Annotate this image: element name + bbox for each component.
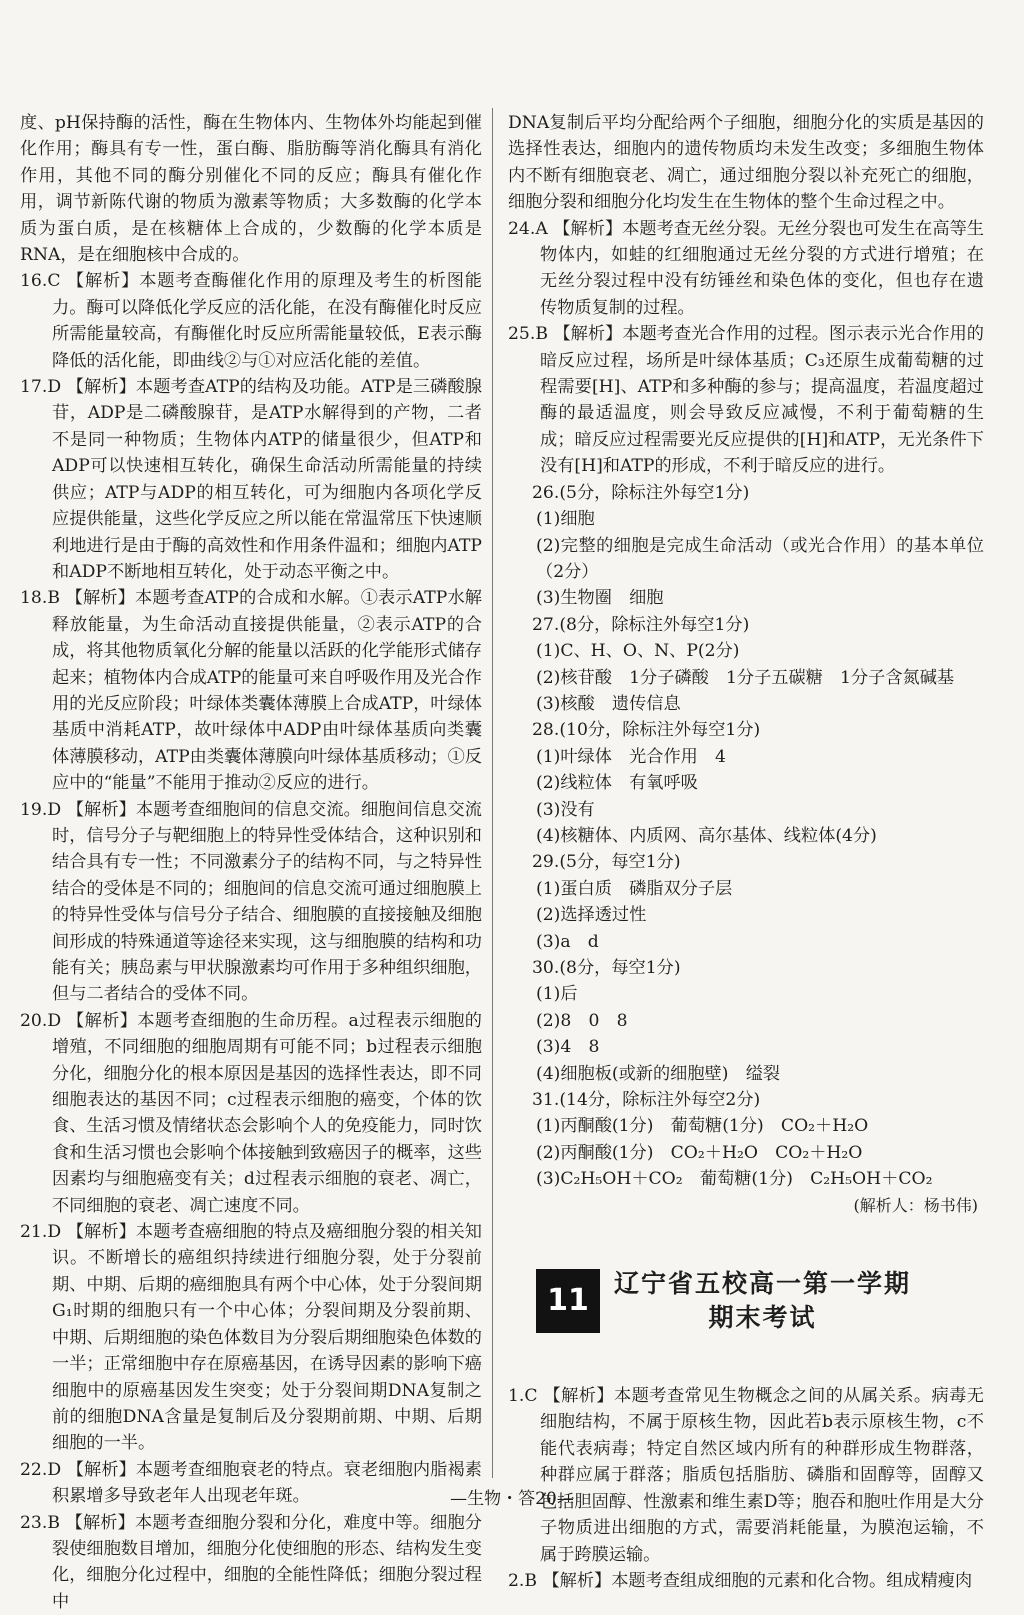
answer-item: 2.B 【解析】本题考查组成细胞的元素和化合物。组成精瘦肉: [508, 1570, 973, 1591]
question-header: 31.(14分，除标注外每空2分): [532, 1090, 761, 1111]
analyst-credit: (解析人：杨书伟): [853, 1195, 978, 1215]
continued-text: DNA复制后平均分配给两个子细胞，细胞分化的实质是基因的选择性表达，细胞内的遗传物质均未发生改变；多细胞生物体内不断有细胞衰老、凋亡，通过细胞分裂以补充死亡的细胞，细胞分裂和细胞分化均发生在生物体的整个生命过程之中。: [508, 113, 984, 213]
right-column: [508, 110, 984, 1594]
answer-item: 19.D 【解析】本题考查细胞间的信息交流。细胞间信息交流时，信号分子与靶细胞上的特异性受体结合，这种识别和结合具有专一性；不同激素分子的结构不同，与之特异性结合的受体是不同的；细胞间的信息交流可通过细胞膜上的特异性受体与信号分子结合、细胞膜的直接接触及细胞间形成的特殊通道等途径来实现，这与细胞膜的结构和功能有关；胰岛素与甲状腺激素均可作用于多种组织细胞，但与二者结合的受体不同。: [20, 799, 482, 1005]
answer-line: (1)丙酮酸(1分) 葡萄糖(1分) CO₂＋H₂O: [536, 1116, 869, 1137]
answer-item: 23.B 【解析】本题考查细胞分裂和分化，难度中等。细胞分裂使细胞数目增加，细胞分化使细胞的形态、结构发生变化，细胞分化过程中，细胞的全能性降低；细胞分裂过程中: [20, 1512, 482, 1612]
answer-item: 22.D 【解析】本题考查细胞衰老的特点。衰老细胞内脂褐素积累增多导致老年人出现老年斑。: [20, 1459, 482, 1507]
question-header: 30.(8分，每空1分): [532, 958, 681, 978]
answer-line: (3)4 8: [536, 1037, 600, 1058]
right-column-answers: [508, 110, 984, 1219]
section-title-line2: 期末考试: [708, 1303, 817, 1333]
continued-text: 度、pH保持酶的活性，酶在生物体内、生物体外均能起到催化作用；酶具有专一性，蛋白酶、脂肪酶等消化酶具有消化作用，其他不同的酶分别催化不同的反应；酶具有催化作用，调节新陈代谢的物质为激素等物质；大多数酶的化学本质为蛋白质，是在核糖体上合成的，少数酶的化学本质是RNA，是在细胞核中合成的。: [20, 113, 482, 266]
column-divider: [492, 108, 493, 1478]
answer-item: 16.C 【解析】本题考查酶催化作用的原理及考生的析图能力。酶可以降低化学反应的活化能，在没有酶催化时反应所需能量较高，有酶催化时反应所需能量较低，E表示酶降低的活化能，即曲线②与①对应活化能的差值。: [20, 271, 482, 371]
question-header: 27.(8分，除标注外每空1分): [532, 614, 750, 635]
answer-line: (3)a d: [536, 931, 599, 952]
answer-line: (1)细胞: [536, 509, 595, 530]
answer-line: (2)线粒体 有氧呼吸: [536, 773, 698, 794]
answer-item: 24.A 【解析】本题考查无丝分裂。无丝分裂也可发生在高等生物体内，如蛙的红细胞通过无丝分裂的方式进行增殖；在无丝分裂过程中没有纺锤丝和染色体的变化，但也存在遗传物质复制的过程。: [508, 218, 984, 318]
answer-item: 25.B 【解析】本题考查光合作用的过程。图示表示光合作用的暗反应过程，场所是叶绿体基质；C₃还原生成葡萄糖的过程需要[H]、ATP和多种酶的参与；提高温度，若温度超过酶的最适温度，则会导致反应减慢，不利于葡萄糖的生成；暗反应过程需要光反应提供的[H]和ATP，无光条件下没有[H]和ATP的形成，不利于暗反应的进行。: [508, 324, 984, 477]
answer-line: (2)8 0 8: [536, 1010, 628, 1031]
answer-line: (4)核糖体、内质网、高尔基体、线粒体(4分): [536, 825, 877, 846]
question-header: 26.(5分，除标注外每空1分): [532, 482, 750, 503]
answer-item: 18.B 【解析】本题考查ATP的合成和水解。①表示ATP水解释放能量，为生命活动直接提供能量，②表示ATP的合成，将其他物质氧化分解的能量以活跃的化学能形式储存起来；植物体内合成ATP的能量可来自呼吸作用及光合作用的光反应阶段；叶绿体类囊体薄膜上合成ATP，叶绿体基质中消耗ATP，故叶绿体中ADP由叶绿体基质向类囊体薄膜移动，ATP由类囊体薄膜向叶绿体基质移动；①反应中的“能量”不能用于推动②反应的进行。: [20, 588, 482, 794]
answer-line: (3)核酸 遗传信息: [536, 693, 681, 714]
answer-line: (3)C₂H₅OH＋CO₂ 葡萄糖(1分) C₂H₅OH＋CO₂: [536, 1169, 933, 1190]
answer-item: 20.D 【解析】本题考查细胞的生命历程。a过程表示细胞的增殖，不同细胞的细胞周期有可能不同；b过程表示细胞分化，细胞分化的根本原因是基因的选择性表达，即不同细胞表达的基因不同；c过程表示细胞的癌变，个体的饮食、生活习惯及情绪状态会影响个人的免疫能力，同时饮食和生活习惯也会影响个体接触到致癌因子的概率，这些因素均与细胞癌变有关；d过程表示细胞的衰老、凋亡，不同细胞的衰老、凋亡速度不同。: [20, 1010, 482, 1216]
answer-line: (1)蛋白质 磷脂双分子层: [536, 878, 733, 899]
answer-line: (1)C、H、O、N、P(2分): [536, 641, 740, 662]
answer-line: (3)没有: [536, 799, 595, 820]
answer-item: 21.D 【解析】本题考查癌细胞的特点及癌细胞分裂的相关知识。不断增长的癌组织持续进行细胞分裂，处于分裂前期、中期、后期的癌细胞具有两个中心体，处于分裂间期G₁时期的细胞只有一个中心体；分裂间期及分裂前期、中期、后期细胞的染色体数目为分裂后期细胞染色体数的一半；正常细胞中存在原癌基因，在诱导因素的影响下癌细胞中的原癌基因发生突变；处于分裂间期DNA复制之前的细胞DNA含量是复制后及分裂期前期、中期、后期细胞的一半。: [20, 1222, 482, 1454]
section-number-badge: 11: [536, 1269, 600, 1333]
question-header: 28.(10分，除标注外每空1分): [532, 720, 761, 741]
section-title: [614, 1267, 911, 1335]
answer-line: (1)后: [536, 984, 578, 1005]
left-column: [20, 110, 482, 1615]
answer-line: (1)叶绿体 光合作用 4: [536, 746, 726, 767]
answer-line: (4)细胞板(或新的细胞壁) 缢裂: [536, 1063, 781, 1084]
answer-line: (3)生物圈 细胞: [536, 588, 664, 609]
answer-line: (2)选择透过性: [536, 905, 647, 926]
page-footer: —生物・答20—: [450, 1489, 574, 1509]
section-title-line1: 辽宁省五校高一第一学期: [614, 1269, 912, 1299]
answer-item: 17.D 【解析】本题考查ATP的结构及功能。ATP是三磷酸腺苷，ADP是二磷酸腺苷，是ATP水解得到的产物，二者不是同一种物质；生物体内ATP的储量很少，但ATP和ADP可以快速相互转化，确保生命活动所需能量的持续供应；ATP与ADP的相互转化，可为细胞内各项化学反应提供能量，这些化学反应之所以能在常温常压下快速顺利地进行是由于酶的高效性和作用条件温和；细胞内ATP和ADP不断地相互转化，处于动态平衡之中。: [20, 377, 482, 582]
section-header: [536, 1267, 984, 1335]
answer-item: 1.C 【解析】本题考查常见生物概念之间的从属关系。病毒无细胞结构，不属于原核生物，因此若b表示原核生物，c不能代表病毒；特定自然区域内所有的种群形成生物群落，种群应属于群落；脂质包括脂肪、磷脂和固醇等，固醇又包括胆固醇、性激素和维生素D等；胞吞和胞吐作用是大分子物质进出细胞的方式，需要消耗能量，为膜泡运输，不属于跨膜运输。: [508, 1386, 984, 1565]
question-header: 29.(5分，每空1分): [532, 852, 681, 873]
answer-line: (2)核苷酸 1分子磷酸 1分子五碳糖 1分子含氮碱基: [536, 667, 955, 688]
answer-line: (2)完整的细胞是完成生命活动（或光合作用）的基本单位（2分）: [536, 535, 984, 582]
answer-line: (2)丙酮酸(1分) CO₂＋H₂O CO₂＋H₂O: [536, 1142, 863, 1163]
